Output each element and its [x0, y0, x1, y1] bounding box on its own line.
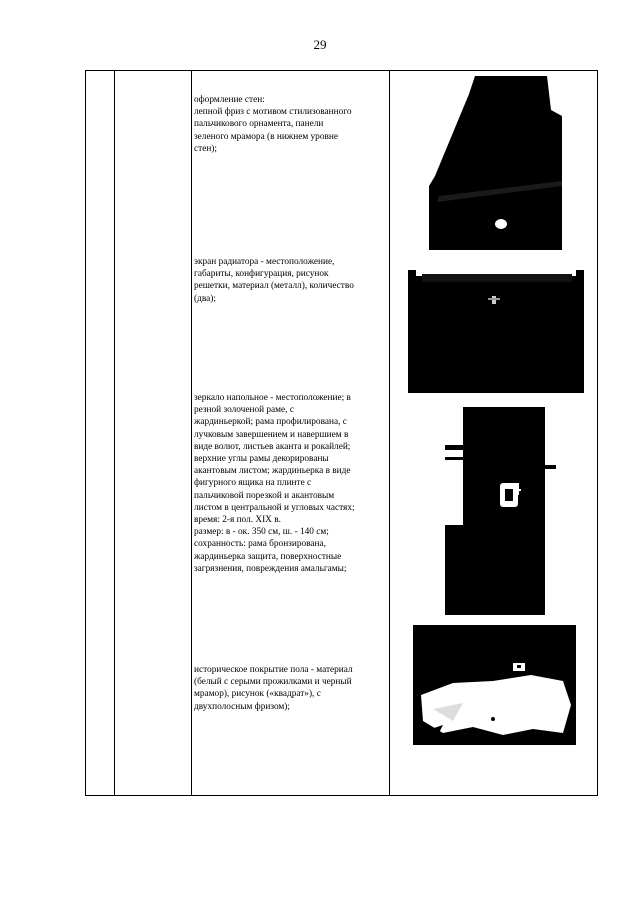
floor-covering-photo-icon — [413, 625, 576, 745]
column-divider-3 — [389, 71, 390, 795]
row-description-floor-mirror: зеркало напольное - местоположение; в резной золоченой раме, с жардиньеркой; рама профилирована, с лучковым завершением и навершием в виде волют, листьев аканта и рокайлей; верхние углы рамы декорированы акантовым листом; жардиньерка в виде фигурного ящика на плинте с пальчиковой порезкой и акантовым листом в центральной и угловых частях; время: 2-я пол. XIX в. размер: в - ок. 350 см, ш. - 140 см; сохранность: рама бронзирована, жардиньерка защита, поверхностные загрязнения, повреждения амальгамы; — [194, 393, 355, 574]
row-description-floor-covering: историческое покрытие пола - материал (белый с серыми прожилками и черный мрамор), рисунок («квадрат»), с двухполосным фризом); — [194, 665, 353, 712]
floor-mirror-photo-icon — [445, 405, 556, 615]
page-number: 29 — [313, 37, 327, 52]
wall-panel-photo-icon — [429, 76, 562, 250]
row-description-radiator-screen: экран радиатора - местоположение, габариты, конфигурация, рисунок решетки, материал (металл), количество (два); — [194, 257, 354, 304]
row-description-wall-decoration: оформление стен: лепной фриз с мотивом стилизованного пальчикового орнамента, панели зеленого мрамора (в нижнем уровне стен); — [194, 95, 352, 154]
radiator-screen-photo-icon — [408, 262, 584, 393]
column-divider-2 — [191, 71, 192, 795]
column-divider-1 — [114, 71, 115, 795]
